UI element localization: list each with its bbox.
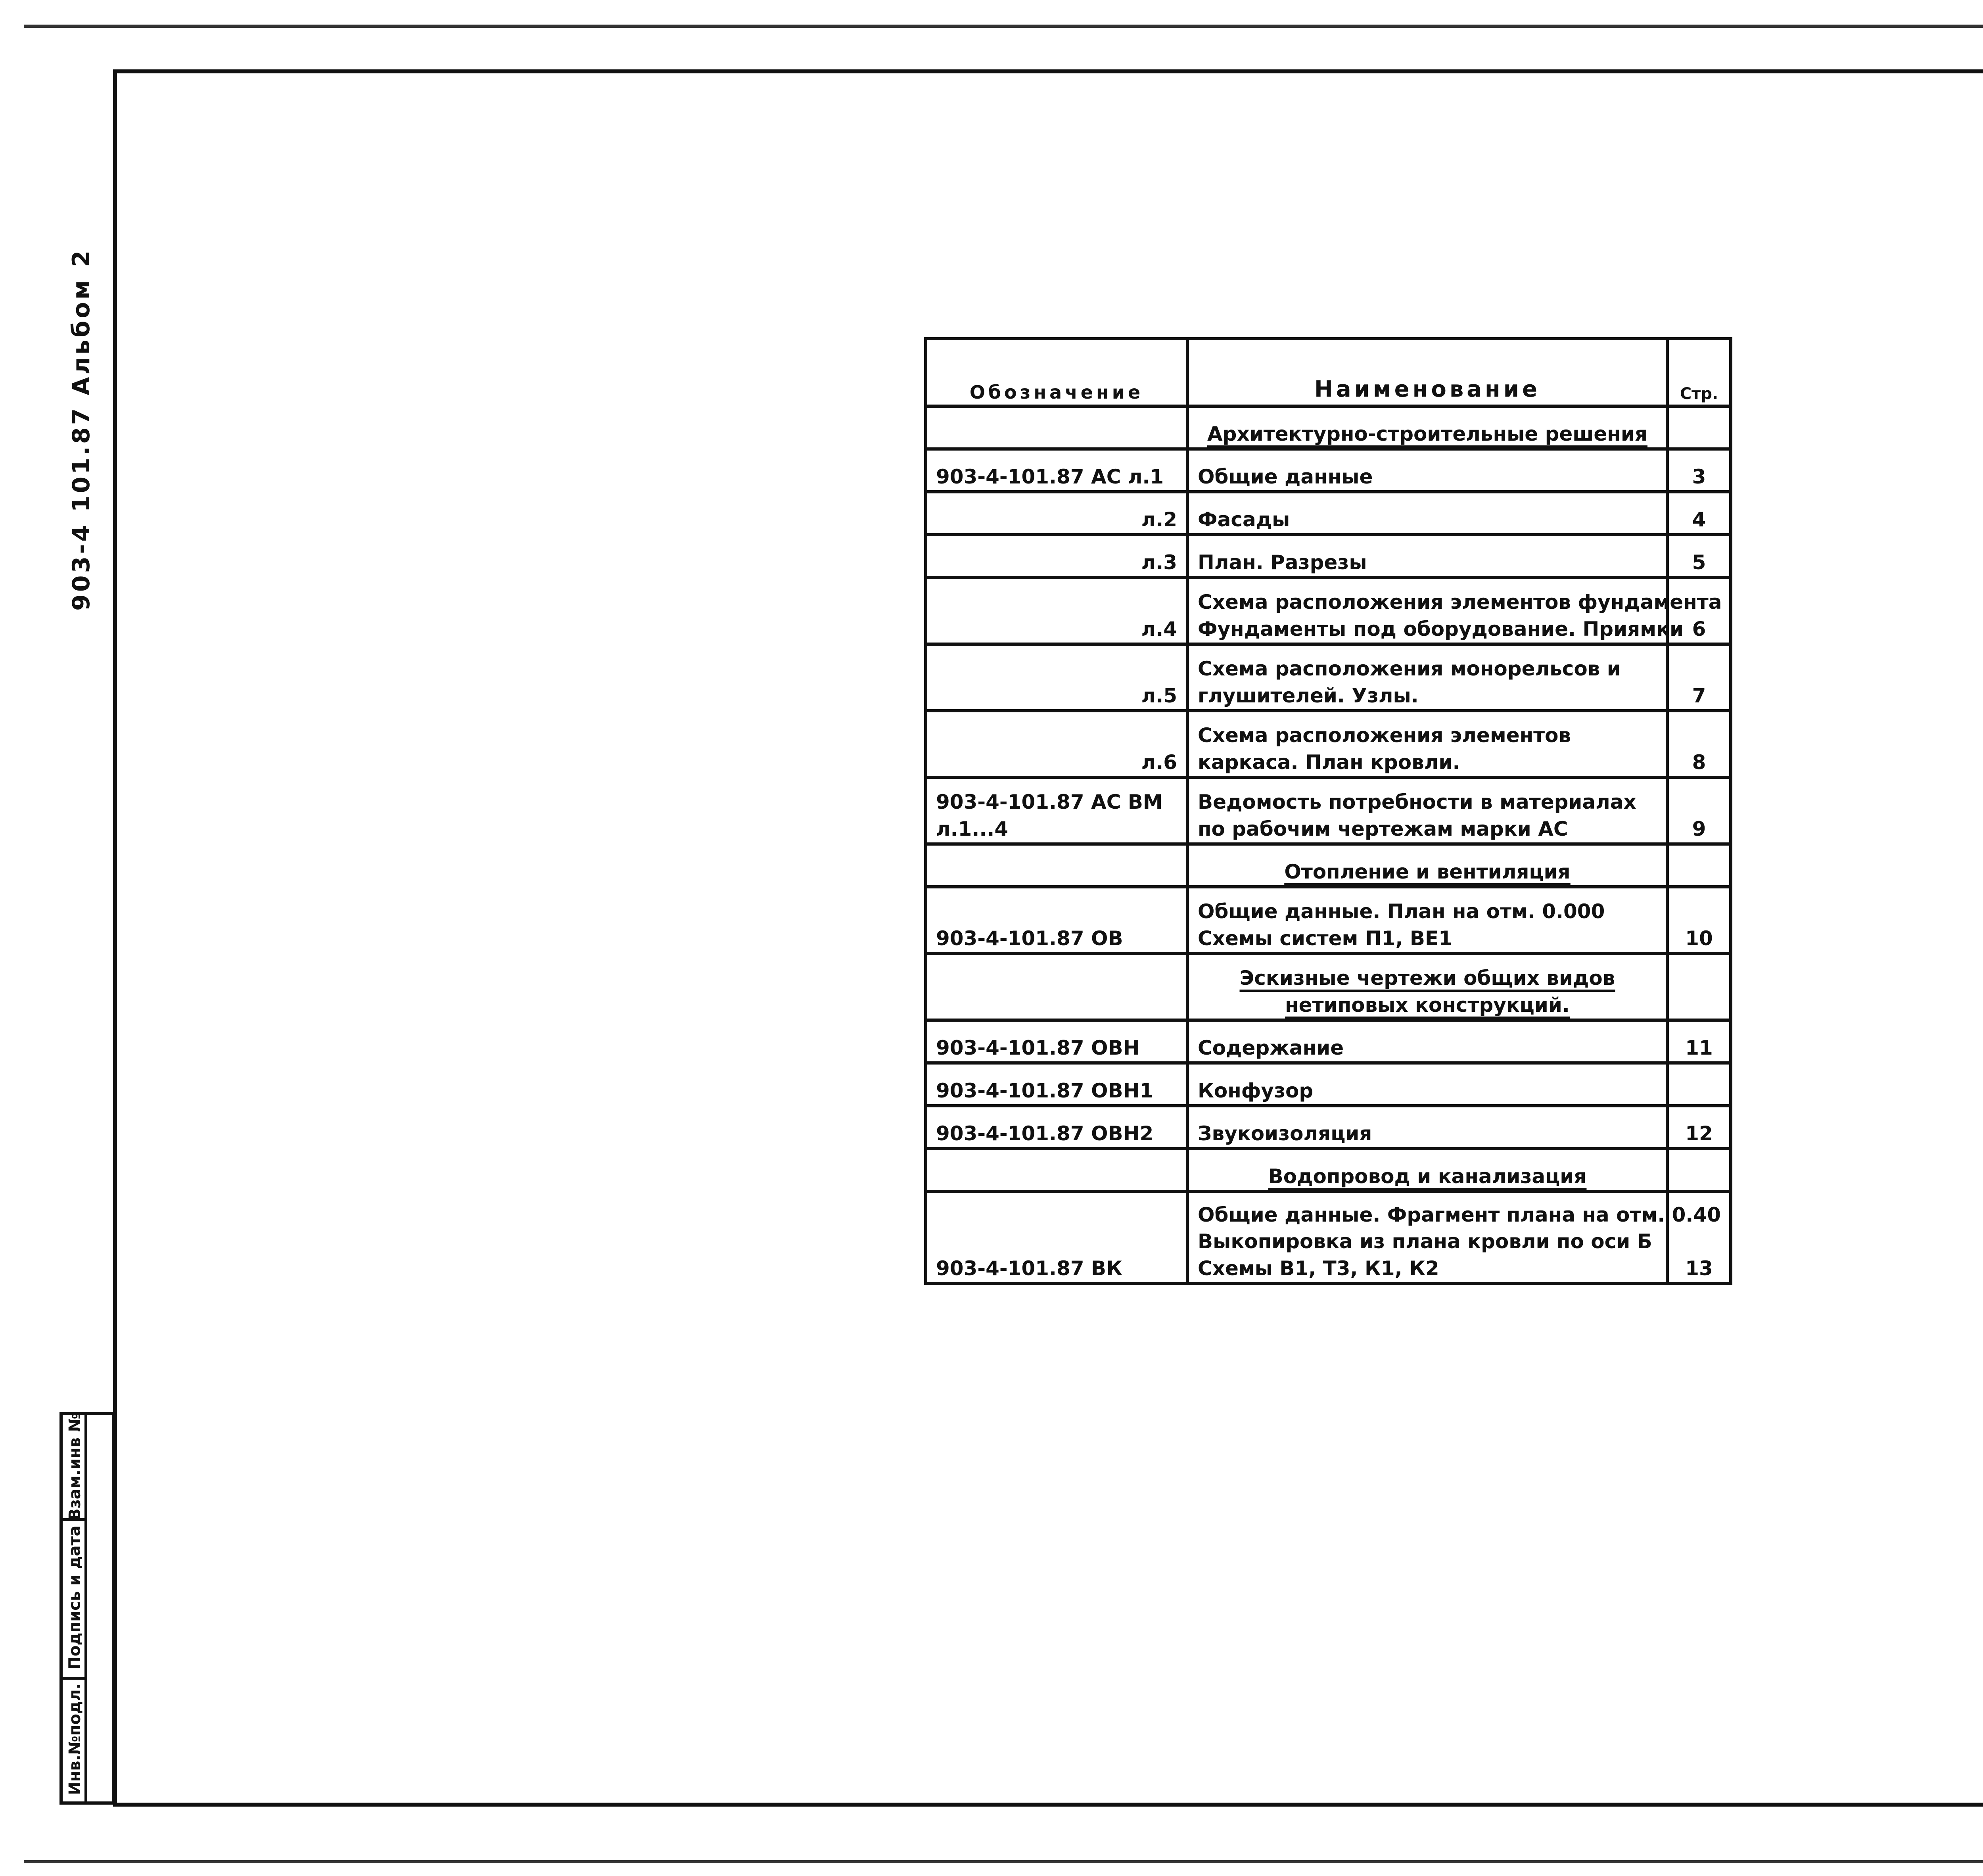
cell-name	[1187, 777, 1667, 844]
cell-page: 13	[1667, 1191, 1731, 1283]
item-name-line: Фасады	[1198, 508, 1290, 531]
table-row	[926, 777, 1731, 844]
section-row	[926, 1149, 1731, 1191]
cell-designation: 903-4-101.87 АС ВМ л.1...4	[926, 777, 1187, 844]
cell-name	[1187, 1020, 1667, 1063]
section-row	[926, 953, 1731, 1020]
contents-table	[924, 337, 1732, 1285]
table-row	[926, 1191, 1731, 1283]
table-row	[926, 887, 1731, 953]
cell-page: 4	[1667, 492, 1731, 535]
cell-page: 8	[1667, 711, 1731, 777]
item-name-line: каркаса. План кровли.	[1198, 750, 1460, 774]
cell-name	[1187, 1106, 1667, 1149]
cell-page	[1667, 844, 1731, 887]
item-name-line: Схемы систем П1, ВЕ1	[1198, 926, 1452, 950]
approval-stamp	[59, 1412, 115, 1805]
cell-designation: 903-4-101.87 ОВН1	[926, 1063, 1187, 1106]
section-title: Водопровод и канализация	[1268, 1164, 1587, 1188]
cell-page: 11	[1667, 1020, 1731, 1063]
cell-designation	[926, 406, 1187, 449]
cell-designation	[926, 953, 1187, 1020]
cell-designation: л.4	[926, 577, 1187, 644]
item-name-line: Схема расположения элементов	[1198, 724, 1571, 747]
cell-page: 3	[1667, 449, 1731, 492]
item-name-line: Ведомость потребности в материалах	[1198, 790, 1636, 813]
cell-name	[1187, 492, 1667, 535]
table-row	[926, 644, 1731, 711]
cell-name	[1187, 535, 1667, 577]
cell-page	[1667, 953, 1731, 1020]
cell-designation	[926, 1149, 1187, 1191]
cell-designation: 903-4-101.87 АС л.1	[926, 449, 1187, 492]
cell-page: 9	[1667, 777, 1731, 844]
section-title: Отопление и вентиляция	[1284, 860, 1571, 883]
cell-page: 10	[1667, 887, 1731, 953]
cell-designation: л.2	[926, 492, 1187, 535]
cell-page	[1667, 1149, 1731, 1191]
table-row	[926, 1020, 1731, 1063]
cell-designation: 903-4-101.87 ОВ	[926, 887, 1187, 953]
table-row	[926, 577, 1731, 644]
scan-edge-bottom	[24, 1860, 1983, 1863]
item-name-line: по рабочим чертежам марки АС	[1198, 817, 1568, 840]
table-row	[926, 1063, 1731, 1106]
item-name-line: Фундаменты под оборудование. Приямки	[1198, 617, 1684, 641]
table-row	[926, 492, 1731, 535]
item-name-line: Схемы В1, Т3, К1, К2	[1198, 1256, 1439, 1280]
item-name-line: Общие данные. План на отм. 0.000	[1198, 900, 1605, 923]
cell-name	[1187, 887, 1667, 953]
cell-name	[1187, 844, 1667, 887]
stamp-cell-signature	[63, 1518, 87, 1677]
header-designation: Обозначение	[926, 339, 1187, 406]
table-header-row	[926, 339, 1731, 406]
stamp-cell-replaced-inv	[63, 1413, 87, 1521]
cell-name	[1187, 644, 1667, 711]
section-row	[926, 844, 1731, 887]
item-name-line: Выкопировка из плана кровли по оси Б	[1198, 1230, 1652, 1253]
cell-name	[1187, 1063, 1667, 1106]
cell-designation	[926, 844, 1187, 887]
cell-designation: л.5	[926, 644, 1187, 711]
cell-designation: 903-4-101.87 ОВН	[926, 1020, 1187, 1063]
cell-page: 7	[1667, 644, 1731, 711]
section-row	[926, 406, 1731, 449]
table-row	[926, 449, 1731, 492]
table-row	[926, 711, 1731, 777]
table-row	[926, 535, 1731, 577]
cell-designation: л.6	[926, 711, 1187, 777]
cell-name	[1187, 1149, 1667, 1191]
item-name-line: Схема расположения монорельсов и	[1198, 657, 1621, 680]
cell-page	[1667, 1063, 1731, 1106]
item-name-line: Общие данные. Фрагмент плана на отм. 0.40	[1198, 1203, 1721, 1226]
section-title: нетиповых конструкций.	[1285, 993, 1570, 1017]
item-name-line: Общие данные	[1198, 465, 1373, 488]
scan-edge-top	[24, 25, 1983, 28]
stamp-cell-inv	[63, 1677, 87, 1801]
item-name-line: Конфузор	[1198, 1079, 1314, 1102]
stamp-label-replaced-inv: Взам.инв №	[66, 1413, 84, 1521]
item-name-line: Схема расположения элементов фундамента	[1198, 591, 1722, 614]
cell-designation: 903-4-101.87 ВК	[926, 1191, 1187, 1283]
cell-name	[1187, 449, 1667, 492]
cell-name	[1187, 711, 1667, 777]
cell-page: 12	[1667, 1106, 1731, 1149]
cell-designation: 903-4-101.87 ОВН2	[926, 1106, 1187, 1149]
cell-page: 6	[1667, 577, 1731, 644]
table-row	[926, 1106, 1731, 1149]
cell-designation: л.3	[926, 535, 1187, 577]
item-name-line: План. Разрезы	[1198, 551, 1367, 574]
cell-page	[1667, 406, 1731, 449]
header-name: Наименование	[1187, 339, 1667, 406]
stamp-label-inv-number: Инв.№подл.	[66, 1683, 84, 1795]
item-name-line: глушителей. Узлы.	[1198, 684, 1419, 707]
cell-name	[1187, 406, 1667, 449]
side-title: 903-4 101.87 Альбом 2	[67, 248, 95, 611]
cell-name	[1187, 953, 1667, 1020]
header-page: Стр.	[1667, 339, 1731, 406]
stamp-label-signature-date: Подпись и дата	[66, 1525, 84, 1670]
cell-page: 5	[1667, 535, 1731, 577]
item-name-line: Звукоизоляция	[1198, 1122, 1372, 1145]
section-title: Архитектурно-строительные решения	[1207, 422, 1647, 445]
cell-name	[1187, 577, 1722, 644]
section-title: Эскизные чертежи общих видов	[1239, 967, 1615, 990]
item-name-line: Содержание	[1198, 1036, 1344, 1059]
